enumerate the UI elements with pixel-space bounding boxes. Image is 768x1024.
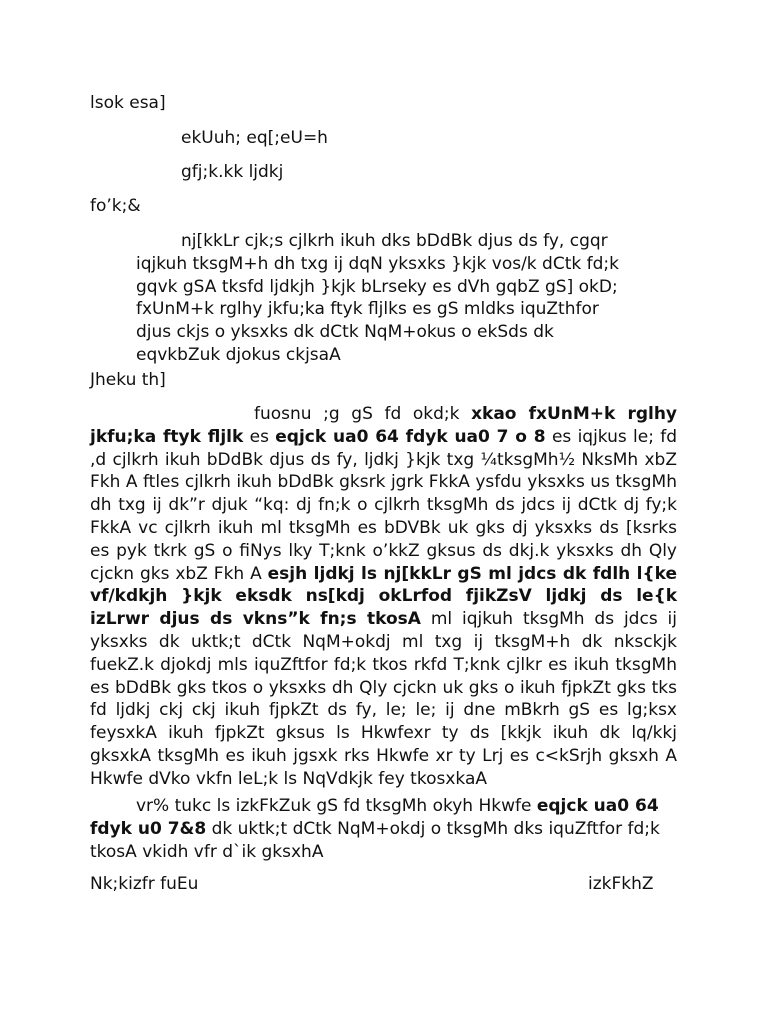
- p2-bold-plot: eqjck ua0 64 fdyk u0 7&8: [90, 796, 659, 839]
- p1-text-4: ml iqjkuh tksgMh ds jdcs ij yksxks dk uktk;t dCtk NqM+okdj ml txg ij tksgM+h dk nksckjk fuekZ.k djokdj mls iquZftfor fd;k tkos rkfd T;knk cjlkr es ikuh tksgMh es bDdBk gks tkos o yksxks dh Qly cjckn uk gks o ikuh fjpkZt gks tks fd ljdkj ckj ckj ikuh fjpkZt ds fy, le; le; ij dne mBkrh gS es lg;ksx feysxkA ikuh fjpkZt gksus ls Hkwfexr ty ds [kkjk ikuh dk lq/kkj gksxkA tksgMh es ikuh jgsxk rks Hkwfe xr ty Lrj es c<kSrjh gksxh A Hkwfe dVko vkfn leL;k ls NqVdkjk fey tkosxkaA: [90, 609, 677, 789]
- closing-left: Nk;kizfr fuEu: [90, 874, 199, 894]
- salutation: Jheku th]: [90, 370, 166, 390]
- subject-body: nj[kkLr cjk;s cjlkrh ikuh dks bDdBk djus ds fy, cgqr iqjkuh tksgM+h dh txg ij dqN yksxks }kjk vos/k dCtk fd;k gqvk gSA tksfd ljdkjh }kjk bLrseky es dVh gqbZ gS] okD; fxUnM+k rglhy jkfu;ka ftyk fljlks es gS mldks iquZthfor djus ckjs o yksxks dk dCtk NqM+okus o ekSds dk eqvkbZuk djokus ckjsaA: [136, 231, 619, 365]
- p2-text-1: vr% tukc ls izkFkZuk gS fd tksgMh okyh Hkwfe: [136, 796, 532, 816]
- p1-text-intro: fuosnu ;g gS fd okd;k: [254, 404, 460, 424]
- p2-text-2: dk uktk;t dCtk NqM+okdj o tksgMh dks iquZftfor fd;k tkosA vkidh vfr d`ik gksxhA: [90, 818, 660, 862]
- p1-bold-plot: eqjck ua0 64 fdyk ua0 7 o 8: [275, 426, 546, 447]
- p1-text-3: es iqjkus le; fd ,d cjlkrh ikuh bDdBk djus ds fy, ljdkj }kjk txg ¼tksgMh½ NksMh xbZ Fkh A ftles cjlkrh ikuh bDdBk gksrk jgrk FkkA ysfdu yksxks us tksgMh dh txg ij dk”r djuk “kq: dj fn;k o cjlkrh tksgMh ds jdcs ij dCtk dj fy;k FkkA vc cjlkrh ikuh ml tksgMh es bDVBk uk gks dj yksxks ds [ksrks es pyk tkrk gS o fiNys lky T;knk o’kkZ gksus ds dkj.k yksxks dh Qly cjckn gks xbZ Fkh A: [90, 426, 678, 584]
- closing-right: izkFkhZ: [588, 874, 654, 894]
- p1-bold-village: xkao fxUnM+k rglhy jkfu;ka ftyk fljlk: [90, 404, 678, 447]
- p1-text-2: es: [249, 426, 269, 447]
- addressee-line-1: ekUuh; eq[;eU=h: [181, 128, 328, 148]
- body-paragraph-1: [90, 403, 677, 791]
- to-line: lsok esa]: [90, 93, 166, 113]
- body-paragraph-2: [90, 795, 670, 863]
- p1-bold-request: esjh ljdkj ls nj[kkLr gS ml jdcs dk fdlh l{ke vf/kdkjh }kjk eksdk ns[kdj okLrfod fjikZsV ljdkj ds le{k izLrwr djus ds vkns”k fn;s tkosA: [90, 563, 677, 630]
- addressee-line-2: gfj;k.kk ljdkj: [181, 162, 284, 182]
- subject-label: fo’k;&: [90, 196, 141, 216]
